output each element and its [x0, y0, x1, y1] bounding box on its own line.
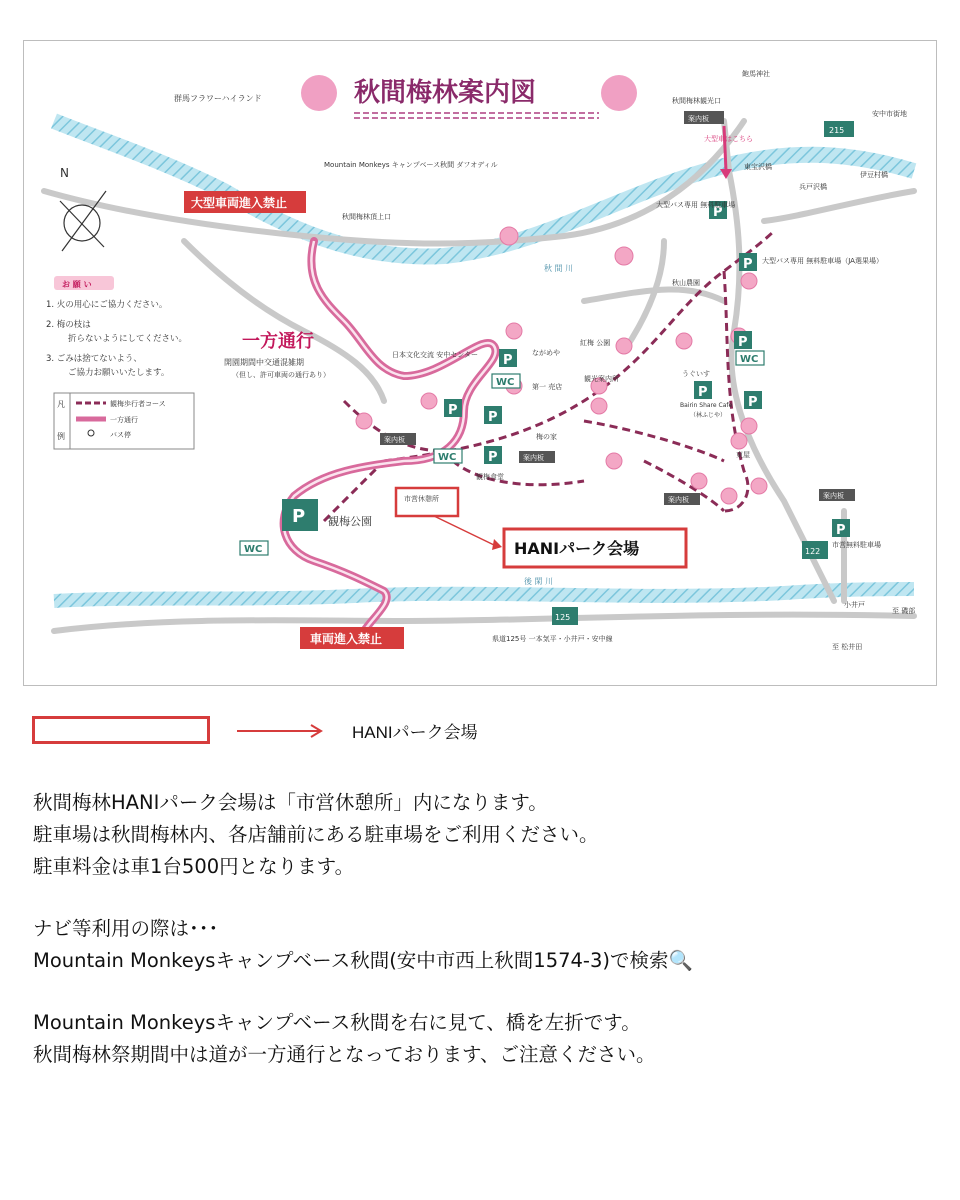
- one-way-title: 一方通行: [242, 331, 314, 352]
- place-bairin-share: Bairin Share Cafe: [680, 402, 733, 409]
- route125-name: 県道125号 一本気平・小井戸・安中線: [492, 635, 613, 643]
- info-line-1: 秋間梅林HANIパーク会場は「市営休憩所」内になります。: [33, 791, 548, 814]
- akima-river-label: 秋 間 川: [544, 264, 574, 273]
- place-nagameya: ながめや: [532, 349, 560, 357]
- place-akiyama-farm: 秋山農園: [672, 279, 700, 287]
- place-nihon-bunka: 日本文化交流 安中センター: [392, 351, 478, 359]
- place-bus-parking-1: 大型バス専用 無料駐車場: [656, 201, 736, 209]
- info-line-2: 駐車場は秋間梅林内、各店舗前にある駐車場をご利用ください。: [33, 823, 599, 846]
- no-large-vehicles-text: 大型車両進入禁止: [191, 196, 288, 210]
- label-higashi-bridge: 東宝沢橋: [744, 163, 772, 171]
- hani-callout-line: [434, 516, 494, 545]
- hani-venue-label: HANIパーク会場: [514, 539, 640, 558]
- place-ume-no-ie: 梅の家: [536, 433, 557, 441]
- label-bus-chojo: 秋間梅林頂上口: [342, 213, 391, 221]
- place-kanbai-park: 観梅公園: [328, 515, 372, 528]
- label-mountain-monkeys: Mountain Monkeys キャンプベース秋間 ダフオディル: [324, 161, 498, 169]
- label-annai-top: 案内板: [688, 115, 709, 123]
- route-215-label: 215: [829, 126, 845, 135]
- label-bus-kankou: 秋間梅林観光口: [672, 97, 721, 105]
- one-way-note: （但し、許可車両の通行あり）: [232, 371, 330, 379]
- legend-walk: 観梅歩行者コース: [110, 400, 166, 408]
- place-daiichi-baiten: 第一 売店: [532, 383, 563, 391]
- ushiro-river-label: 後 閑 川: [524, 577, 554, 586]
- route-122-label: 122: [805, 547, 821, 556]
- annai-label-3: 案内板: [668, 496, 689, 504]
- parking-label-main: P: [292, 506, 306, 527]
- note-item-3b: ご協力お願いいたします。: [68, 368, 170, 378]
- place-shiei-kyukeijo: 市営休憩所: [404, 495, 439, 503]
- parking-label-6: P: [503, 353, 513, 368]
- notes-heading: お 願 い: [62, 280, 92, 289]
- parking-label-7: P: [448, 403, 458, 418]
- info-line-6: Mountain Monkeysキャンプベース秋間(安中市西上秋間1574-3)で検索🔍: [33, 949, 693, 972]
- legend-highlight-box: [32, 716, 210, 744]
- note-item-2: 2. 梅の枝は: [46, 320, 91, 330]
- label-shrine: 飽馬神社: [742, 70, 770, 78]
- place-shiei-parking: 市営無料駐車場: [832, 541, 881, 549]
- map-title: 秋間梅林案内図: [354, 78, 537, 108]
- legend-hani-label: HANIパーク会場: [352, 723, 478, 742]
- title-blossom-left: [301, 75, 337, 111]
- note-item-3: 3. ごみは捨てないよう、: [46, 354, 142, 364]
- parking-label-1: P: [713, 205, 723, 220]
- label-hyogo-bridge: 兵戸沢橋: [799, 183, 827, 191]
- map: [23, 40, 937, 686]
- label-gunma-flower: 群馬フラワーハイランド: [174, 94, 262, 103]
- label-annaka: 安中市街地: [872, 110, 907, 118]
- wc-label-1: WC: [740, 354, 759, 365]
- one-way-subtitle: 開園期間中交通混雑期: [224, 358, 304, 367]
- place-uguisu: うぐいす: [682, 370, 710, 378]
- legend-bus-stop: バス停: [110, 431, 131, 439]
- annai-label-4: 案内板: [823, 492, 844, 500]
- note-item-1: 1. 火の用心にご協力ください。: [46, 300, 168, 310]
- parking-label-3: P: [738, 335, 748, 350]
- title-blossom-right: [601, 75, 637, 111]
- route-125-label: 125: [555, 613, 571, 622]
- info-text: [33, 787, 933, 1071]
- place-kankou-annai: 観光案内所: [584, 375, 619, 383]
- akima-river: [54, 121, 914, 256]
- parking-label-2: P: [743, 257, 753, 272]
- annai-label-2: 案内板: [523, 454, 544, 462]
- label-large-vehicle-route: 大型車はこちら: [704, 135, 753, 143]
- info-line-9: 秋間梅林祭期間中は道が一方通行となっております、ご注意ください。: [33, 1043, 656, 1066]
- compass-n: N: [60, 166, 69, 180]
- legend-label-top: 凡: [57, 400, 65, 409]
- no-vehicles-text: 車両進入禁止: [310, 632, 383, 646]
- parking-label-10: P: [836, 523, 846, 538]
- wc-label-3: WC: [438, 452, 457, 463]
- place-koido: 小井戸: [844, 601, 865, 609]
- spacer: [33, 883, 933, 913]
- parking-label-4: P: [698, 385, 708, 400]
- place-toya: 東屋: [736, 451, 750, 459]
- spacer: [33, 977, 933, 1007]
- annai-label-1: 案内板: [384, 436, 405, 444]
- ushiro-river: [54, 589, 914, 601]
- place-bus-parking-2: 大型バス専用 無料駐車場（JA選果場）: [762, 257, 883, 265]
- parking-label-9: P: [488, 450, 498, 465]
- place-bairin-share-sub: （林ふじや）: [690, 412, 727, 419]
- info-line-8: Mountain Monkeysキャンプベース秋間を右に見て、橋を左折です。: [33, 1011, 641, 1034]
- arrow-right-icon: [235, 722, 325, 740]
- wc-label-4: WC: [244, 544, 263, 555]
- map-canvas: [24, 41, 936, 685]
- place-matsuida: 至 松井田: [832, 643, 863, 651]
- place-kanbai-shokudo: 観梅食堂: [476, 473, 504, 481]
- legend-one-way: 一方通行: [110, 416, 138, 424]
- parking-label-5: P: [748, 395, 758, 410]
- legend-label-bottom: 例: [57, 432, 65, 441]
- info-line-3: 駐車料金は車1台500円となります。: [33, 855, 355, 878]
- label-izu-bridge: 伊豆村橋: [860, 171, 888, 179]
- place-isobe: 至 磯部: [892, 607, 916, 615]
- parking-label-8: P: [488, 410, 498, 425]
- note-item-2b: 折らないようにしてください。: [68, 334, 188, 344]
- place-koubai: 紅梅 公園: [580, 339, 611, 347]
- info-line-5: ナビ等利用の際は･･･: [33, 917, 219, 940]
- wc-label-2: WC: [496, 377, 515, 388]
